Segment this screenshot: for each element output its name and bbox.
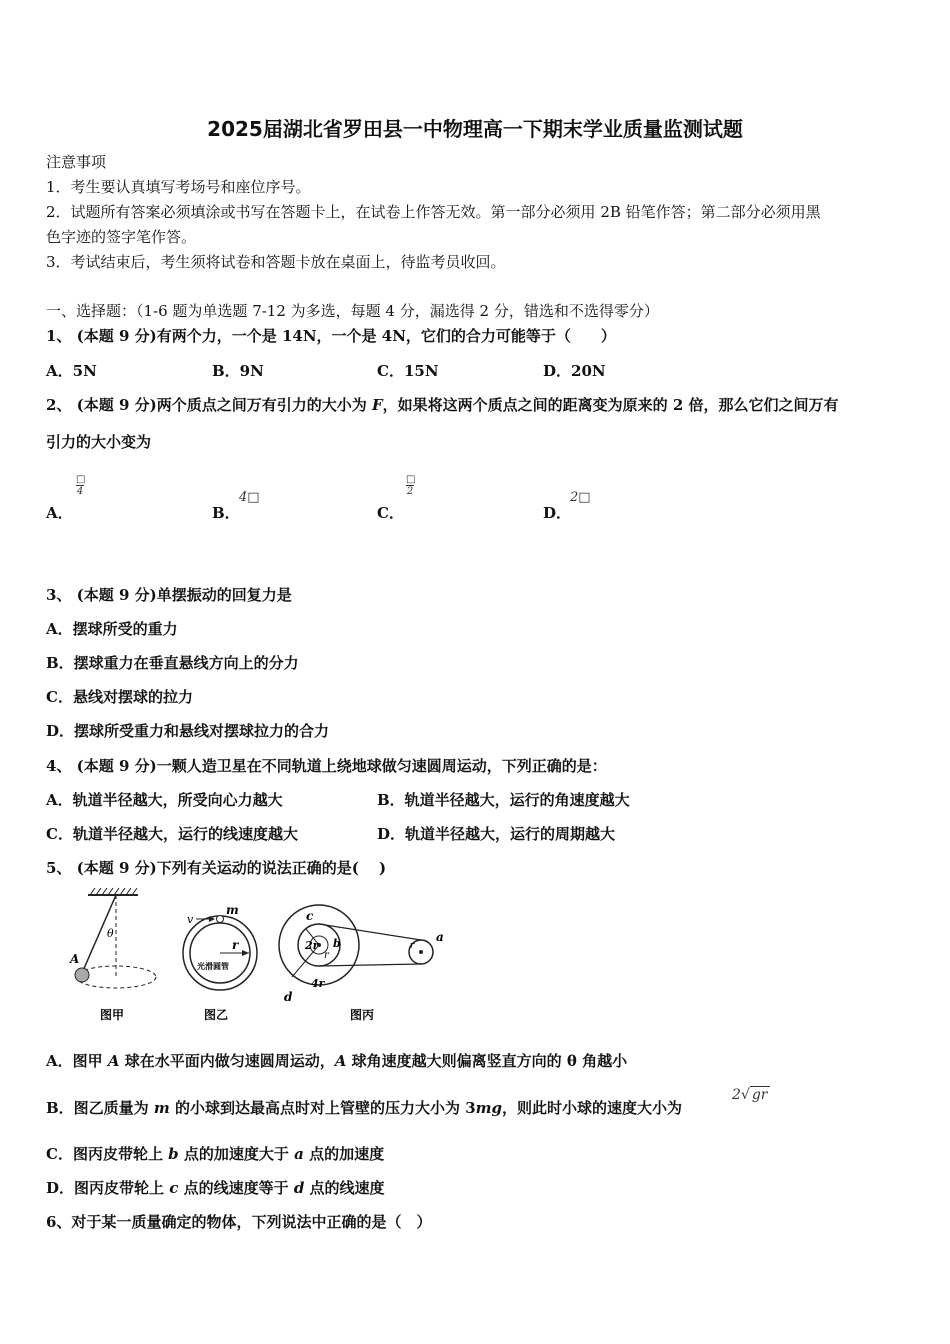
- q3-stem: 3、 (本题 9 分)单摆振动的回复力是: [46, 586, 292, 604]
- q2-option-b-expr: 4□: [239, 490, 260, 505]
- q3-option-a: A．摆球所受的重力: [46, 620, 178, 638]
- figure-tag-4r: 4r: [311, 977, 325, 990]
- q5-option-c-mid: 点的加速度大于: [178, 1145, 295, 1163]
- figure-tag-b: b: [333, 937, 341, 950]
- figure-tag-r2: r: [324, 950, 329, 961]
- notice-item-1: 1．考生要认真填写考场号和座位序号。: [46, 178, 311, 196]
- q5-option-b-mid: 的小球到达最高点时对上管壁的压力大小为 3: [169, 1099, 476, 1117]
- q5-option-b-radicand: gr: [751, 1087, 768, 1103]
- figure-tag-r3: r: [410, 941, 415, 951]
- q2-option-c: C．: [377, 504, 404, 522]
- notice-item-3: 3．考试结束后，考生须将试卷和答题卡放在桌面上，待监考员收回。: [46, 253, 506, 271]
- q2-option-c-denominator: 2: [406, 486, 414, 497]
- q2-option-b: B．: [212, 504, 240, 522]
- q2-option-a-numerator: □: [76, 474, 86, 485]
- q5-option-c-post: 点的加速度: [303, 1145, 385, 1163]
- q5-option-d-post: 点的线速度: [304, 1179, 385, 1197]
- figure-bing: [279, 905, 444, 1022]
- q5-option-c-var: b: [168, 1145, 179, 1163]
- q5-option-a-var: A: [107, 1052, 120, 1070]
- q4-stem: 4、 (本题 9 分)一颗人造卫星在不同轨道上绕地球做匀速圆周运动，下列正确的是：: [46, 757, 607, 775]
- q5-option-b-var2: mg: [475, 1099, 503, 1117]
- q5-option-a-pre: A．图甲: [46, 1052, 108, 1070]
- q2-option-a: A．: [46, 504, 73, 522]
- q5-option-b: [46, 1098, 682, 1118]
- q5-option-c-var2: a: [294, 1145, 304, 1163]
- q5-option-a: [46, 1051, 627, 1071]
- q2-stem-a: 2、 (本题 9 分)两个质点之间万有引力的大小为: [46, 396, 372, 414]
- q5-option-d-pre: D．图丙皮带轮上: [46, 1179, 170, 1197]
- figure-tag-a-point: a: [436, 930, 444, 944]
- q2-option-d: D．: [543, 504, 572, 522]
- q5-option-a-mid: 球在水平面内做匀速圆周运动，: [119, 1052, 335, 1070]
- q5-option-b-coef: 2: [732, 1087, 741, 1103]
- q5-option-b-sqrt: 2√ gr: [732, 1087, 768, 1103]
- q2-stem-var: F: [371, 396, 383, 414]
- figure-tag-a: A: [70, 952, 80, 966]
- q2-option-d-expr: 2□: [570, 490, 591, 505]
- page-title: 2025届湖北省罗田县一中物理高一下期末学业质量监测试题: [207, 117, 743, 141]
- section-heading: 一、选择题：（1-6 题为单选题 7-12 为多选，每题 4 分，漏选得 2 分，错选和不选得零分）: [46, 302, 659, 320]
- q4-option-c: C．轨道半径越大，运行的线速度越大: [46, 825, 298, 843]
- figure-tag-r: r: [232, 938, 239, 952]
- q4-option-b: B．轨道半径越大，运行的角速度越大: [377, 791, 630, 809]
- q5-option-a-var2: A: [334, 1052, 347, 1070]
- q2-option-a-fraction: [74, 474, 86, 497]
- q4-option-d: D．轨道半径越大，运行的周期越大: [377, 825, 616, 843]
- notice-heading: 注意事项: [46, 153, 107, 171]
- q2-option-a-denominator: 4: [76, 486, 84, 497]
- q5-option-d: [46, 1178, 385, 1198]
- q2-stem: [46, 395, 839, 415]
- q5-option-d-var2: d: [293, 1179, 305, 1197]
- notice-item-2-cont: 色字迹的签字笔作答。: [46, 228, 197, 246]
- q3-option-c: C．悬线对摆球的拉力: [46, 688, 193, 706]
- figure-tag-2r: 2r: [305, 939, 319, 952]
- notice-item-2: 2．试题所有答案必须填涂或书写在答题卡上，在试卷上作答无效。第一部分必须用 2B 铅笔作答；第二部分必须用黑: [46, 203, 821, 221]
- q2-stem-line2: 引力的大小变为: [46, 433, 152, 451]
- q1-option-a: A．5N: [46, 362, 97, 380]
- figure-label-bing: 图丙: [350, 1008, 375, 1022]
- q1-option-c: C．15N: [377, 362, 439, 380]
- q5-option-b-post: ，则此时小球的速度大小为: [502, 1099, 683, 1117]
- figure-label-jia: 图甲: [100, 1008, 125, 1022]
- q2-option-c-numerator: □: [406, 474, 416, 485]
- q1-stem: 1、 (本题 9 分)有两个力，一个是 14N，一个是 4N，它们的合力可能等于（ ）: [46, 327, 616, 345]
- figure-label-yi: 图乙: [204, 1008, 229, 1022]
- figure-tag-v: v: [187, 913, 194, 926]
- q5-option-d-mid: 点的线速度等于: [178, 1179, 294, 1197]
- q5-option-b-pre: B．图乙质量为: [46, 1099, 154, 1117]
- figure-tag-m: m: [226, 903, 239, 917]
- figure-jia: [69, 888, 156, 1022]
- q5-option-c-pre: C．图丙皮带轮上: [46, 1145, 169, 1163]
- figure-tag-theta: θ: [107, 927, 114, 940]
- q1-option-d: D．20N: [543, 362, 606, 380]
- q5-option-a-post: 球角速度越大则偏离竖直方向的 θ 角越小: [346, 1052, 628, 1070]
- q2-stem-b: ，如果将这两个质点之间的距离变为原来的 2 倍，那么它们之间万有: [382, 396, 839, 414]
- figure-tag-c: c: [306, 909, 314, 923]
- q2-option-c-fraction: [404, 474, 416, 497]
- q3-option-b: B．摆球重力在垂直悬线方向上的分力: [46, 654, 299, 672]
- q6-stem: 6、对于某一质量确定的物体，下列说法中正确的是（ ）: [46, 1213, 432, 1231]
- q5-option-c: [46, 1144, 384, 1164]
- q5-figure: [66, 885, 456, 1030]
- q1-option-b: B．9N: [212, 362, 264, 380]
- q5-option-b-var: m: [153, 1099, 170, 1117]
- figure-tag-d: d: [284, 990, 293, 1004]
- q3-option-d: D．摆球所受重力和悬线对摆球拉力的合力: [46, 722, 330, 740]
- q5-stem: 5、 (本题 9 分)下列有关运动的说法正确的是( ): [46, 859, 387, 877]
- q4-option-a: A．轨道半径越大，所受向心力越大: [46, 791, 283, 809]
- figure-yi: [183, 903, 257, 1022]
- q5-option-d-var: c: [169, 1179, 179, 1197]
- figure-tag-tube: 光滑圆管: [197, 962, 229, 971]
